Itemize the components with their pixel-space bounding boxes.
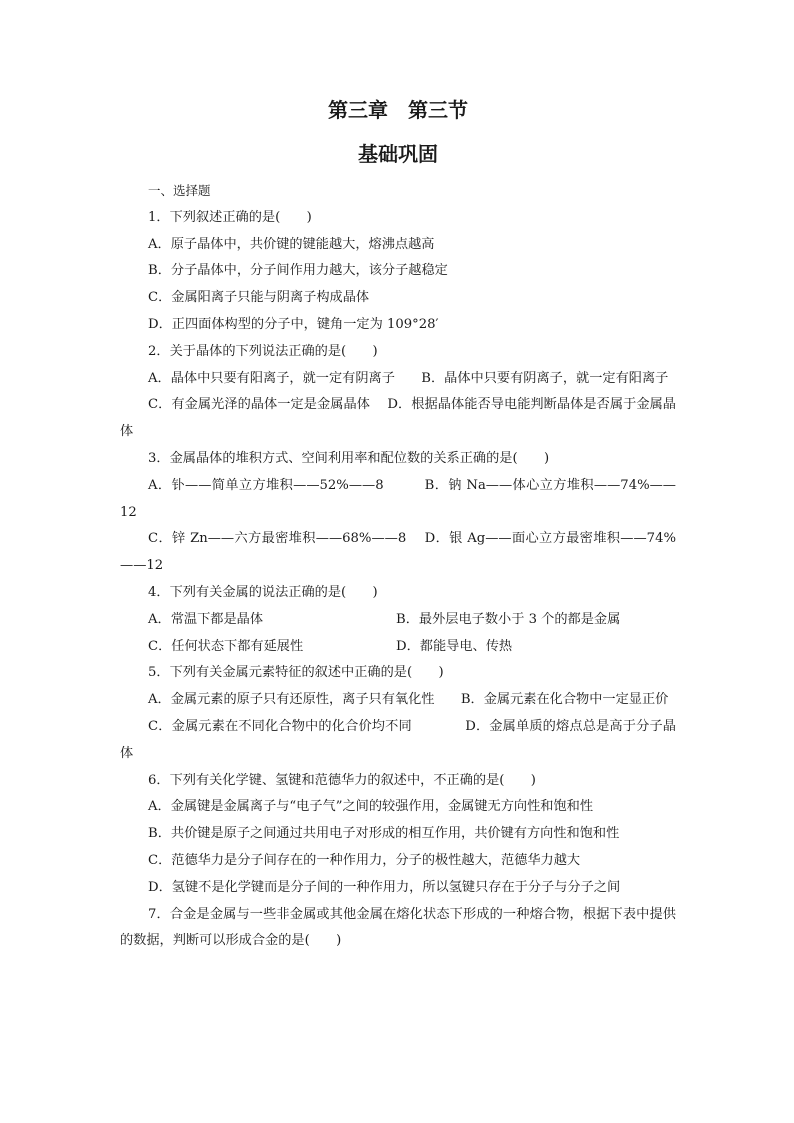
question-6-option-c: C．范德华力是分子间存在的一种作用力，分子的极性越大，范德华力越大 bbox=[148, 852, 581, 868]
section-heading: 一、选择题 bbox=[148, 183, 211, 198]
question-1-option-b: B．分子晶体中，分子间作用力越大，该分子越稳定 bbox=[148, 263, 448, 279]
question-2-options-ab: A．晶体中只要有阳离子，就一定有阴离子 B．晶体中只要有阴离子，就一定有阳离子 bbox=[148, 370, 669, 386]
chapter-title: 第三章 第三节 bbox=[328, 98, 468, 122]
question-3-stem: 3．金属晶体的堆积方式、空间利用率和配位数的关系正确的是( ) bbox=[148, 450, 550, 466]
question-5-options-cd: C．金属元素在不同化合物中的化合价均不同 D．金属单质的熔点总是高于分子晶体 bbox=[120, 718, 676, 761]
question-1-option-a: A．原子晶体中，共价键的键能越大，熔沸点越高 bbox=[148, 236, 435, 252]
question-7-stem: 7．合金是金属与一些非金属或其他金属在熔化状态下形成的一种熔合物，根据下表中提供的数据，判断可以形成合金的是( ) bbox=[120, 906, 676, 949]
question-4-row-2 bbox=[120, 634, 676, 661]
question-1-option-d: D．正四面体构型的分子中，键角一定为 109°28′ bbox=[148, 316, 439, 332]
question-1-option-c: C．金属阳离子只能与阴离子构成晶体 bbox=[148, 290, 370, 306]
question-4-option-b: B．最外层电子数小于 3 个的都是金属 bbox=[396, 611, 621, 627]
question-4-option-d: D．都能导电、传热 bbox=[396, 638, 513, 654]
question-5-stem: 5．下列有关金属元素特征的叙述中正确的是( ) bbox=[148, 665, 444, 681]
question-6-option-b: B．共价键是原子之间通过共用电子对形成的相互作用，共价键有方向性和饱和性 bbox=[148, 826, 620, 842]
question-2-options-cd: C．有金属光泽的晶体一定是金属晶体 D．根据晶体能否导电能判断晶体是否属于金属晶体 bbox=[120, 397, 676, 440]
question-4-stem: 4．下列有关金属的说法正确的是( ) bbox=[148, 584, 378, 600]
question-4-row-1 bbox=[120, 607, 676, 634]
question-6-stem: 6．下列有关化学键、氢键和范德华力的叙述中，不正确的是( ) bbox=[148, 772, 536, 788]
question-5-options-ab: A．金属元素的原子只有还原性，离子只有氧化性 B．金属元素在化合物中一定显正价 bbox=[148, 692, 669, 708]
question-4-option-c: C．任何状态下都有延展性 bbox=[148, 638, 304, 654]
question-1-stem: 1．下列叙述正确的是( ) bbox=[148, 209, 312, 225]
question-6-option-a: A．金属键是金属离子与“电子气”之间的较强作用，金属键无方向性和饱和性 bbox=[148, 799, 594, 815]
section-subtitle: 基础巩固 bbox=[358, 142, 438, 166]
question-3-options-ab: A．钋——简单立方堆积——52%——8 B．钠 Na——体心立方堆积——74%——12 bbox=[120, 477, 676, 520]
question-6-option-d: D．氢键不是化学键而是分子间的一种作用力，所以氢键只存在于分子与分子之间 bbox=[148, 879, 621, 895]
worksheet-page bbox=[120, 96, 676, 955]
question-2-stem: 2．关于晶体的下列说法正确的是( ) bbox=[148, 343, 378, 359]
question-3-options-cd: C．锌 Zn——六方最密堆积——68%——8 D．银 Ag——面心立方最密堆积——74%——12 bbox=[120, 531, 676, 574]
question-4-option-a: A．常温下都是晶体 bbox=[148, 611, 264, 627]
